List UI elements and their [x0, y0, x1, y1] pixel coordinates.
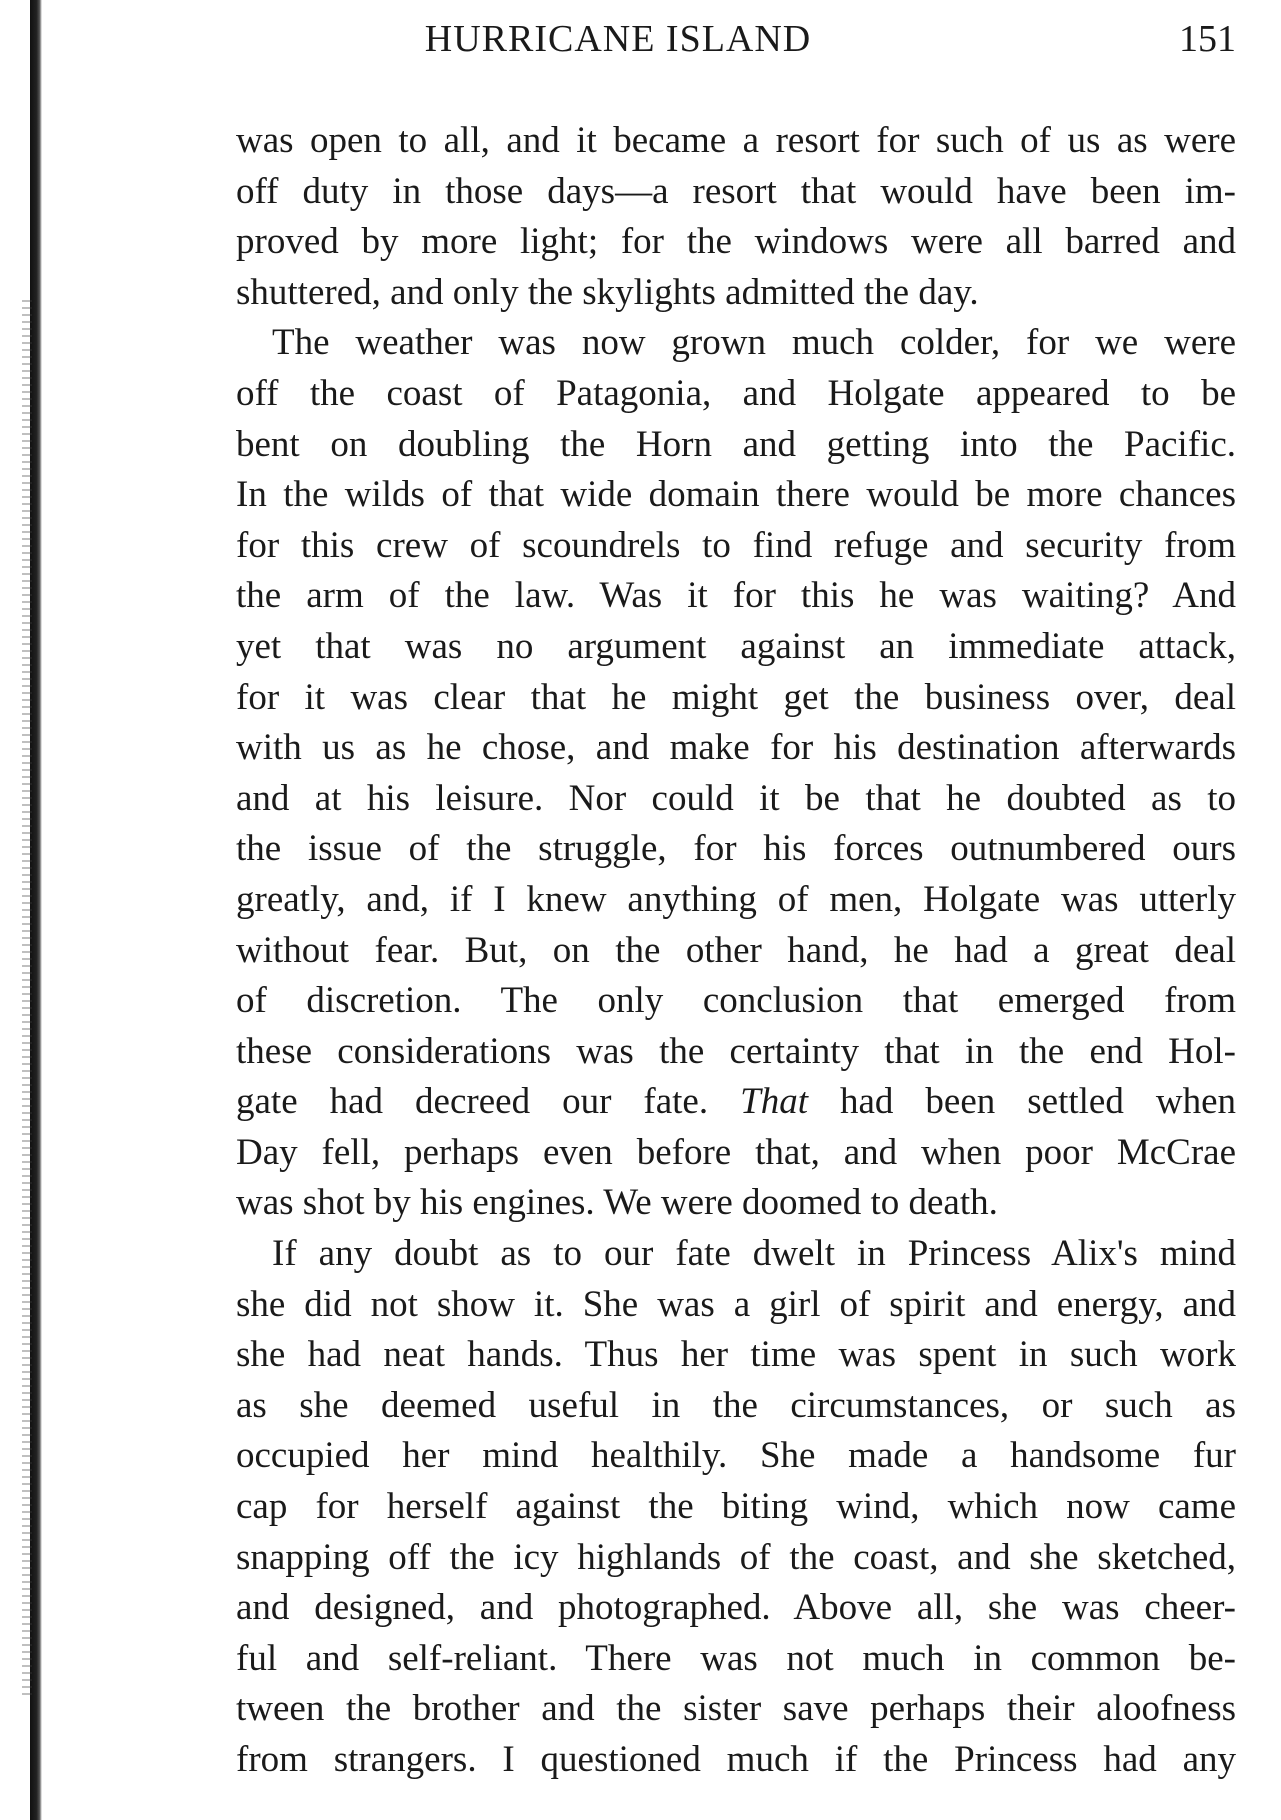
- text-line: snapping off the icy highlands of the coast, and she sketched,: [236, 1536, 1236, 1578]
- text-line: she did not show it. She was a girl of spirit and energy, and: [236, 1283, 1236, 1325]
- text-line: The weather was now grown much colder, for we were: [272, 322, 1236, 364]
- text-line: ful and self-reliant. There was not much in common be-: [236, 1637, 1236, 1679]
- text-line: and designed, and photographed. Above all, she was cheer-: [236, 1587, 1236, 1629]
- text-line: off duty in those days—a resort that would have been im-: [236, 170, 1236, 212]
- text-line: as she deemed useful in the circumstances, or such as: [236, 1384, 1236, 1426]
- paragraph: [236, 116, 1236, 318]
- text-line: with us as he chose, and make for his destination afterwards: [236, 727, 1236, 769]
- text-line: without fear. But, on the other hand, he had a great deal: [236, 929, 1236, 971]
- text-line: the arm of the law. Was it for this he was waiting? And: [236, 575, 1236, 617]
- text-line: gate had decreed our fate. That had been settled when: [236, 1081, 1237, 1123]
- text-line: If any doubt as to our fate dwelt in Princess Alix's mind: [272, 1233, 1236, 1275]
- text-line: occupied her mind healthily. She made a handsome fur: [236, 1435, 1236, 1477]
- text-line: was shot by his engines. We were doomed to death.: [236, 1182, 998, 1224]
- text-line: yet that was no argument against an immediate attack,: [236, 625, 1236, 667]
- text-line: greatly, and, if I knew anything of men, Holgate was utterly: [236, 878, 1236, 920]
- page-number: 151: [1179, 18, 1236, 60]
- binding-shadow: [22, 300, 32, 1700]
- text-line: she had neat hands. Thus her time was spent in such work: [236, 1334, 1236, 1376]
- emphasis: That: [740, 1081, 808, 1123]
- paragraph: [236, 1229, 1236, 1786]
- text-line: these considerations was the certainty that in the end Hol-: [236, 1030, 1236, 1072]
- text-line: was open to all, and it became a resort for such of us as were: [236, 120, 1236, 161]
- text-line: bent on doubling the Horn and getting into the Pacific.: [236, 423, 1236, 465]
- text-line: Day fell, perhaps even before that, and when poor McCrae: [236, 1131, 1236, 1173]
- page-header: [236, 14, 1236, 64]
- text-line: tween the brother and the sister save perhaps their aloofness: [236, 1688, 1236, 1730]
- text-line: shuttered, and only the skylights admitted the day.: [236, 271, 979, 313]
- text-line: for it was clear that he might get the business over, deal: [236, 676, 1236, 718]
- paragraph: [236, 318, 1236, 1229]
- text-line: cap for herself against the biting wind, which now came: [236, 1486, 1236, 1528]
- running-head: HURRICANE ISLAND: [424, 18, 812, 60]
- text-line: from strangers. I questioned much if the Princess had any: [236, 1739, 1236, 1780]
- text-line: the issue of the struggle, for his forces outnumbered ours: [236, 828, 1236, 870]
- text-line: off the coast of Patagonia, and Holgate appeared to be: [236, 372, 1236, 414]
- text-line: In the wilds of that wide domain there would be more chances: [236, 474, 1236, 516]
- text-line: of discretion. The only conclusion that emerged from: [236, 980, 1236, 1022]
- text-line: and at his leisure. Nor could it be that he doubted as to: [236, 777, 1236, 819]
- text-line: for this crew of scoundrels to find refuge and security from: [236, 524, 1236, 566]
- text-line: proved by more light; for the windows were all barred and: [236, 221, 1236, 263]
- body-text: [236, 116, 1236, 1786]
